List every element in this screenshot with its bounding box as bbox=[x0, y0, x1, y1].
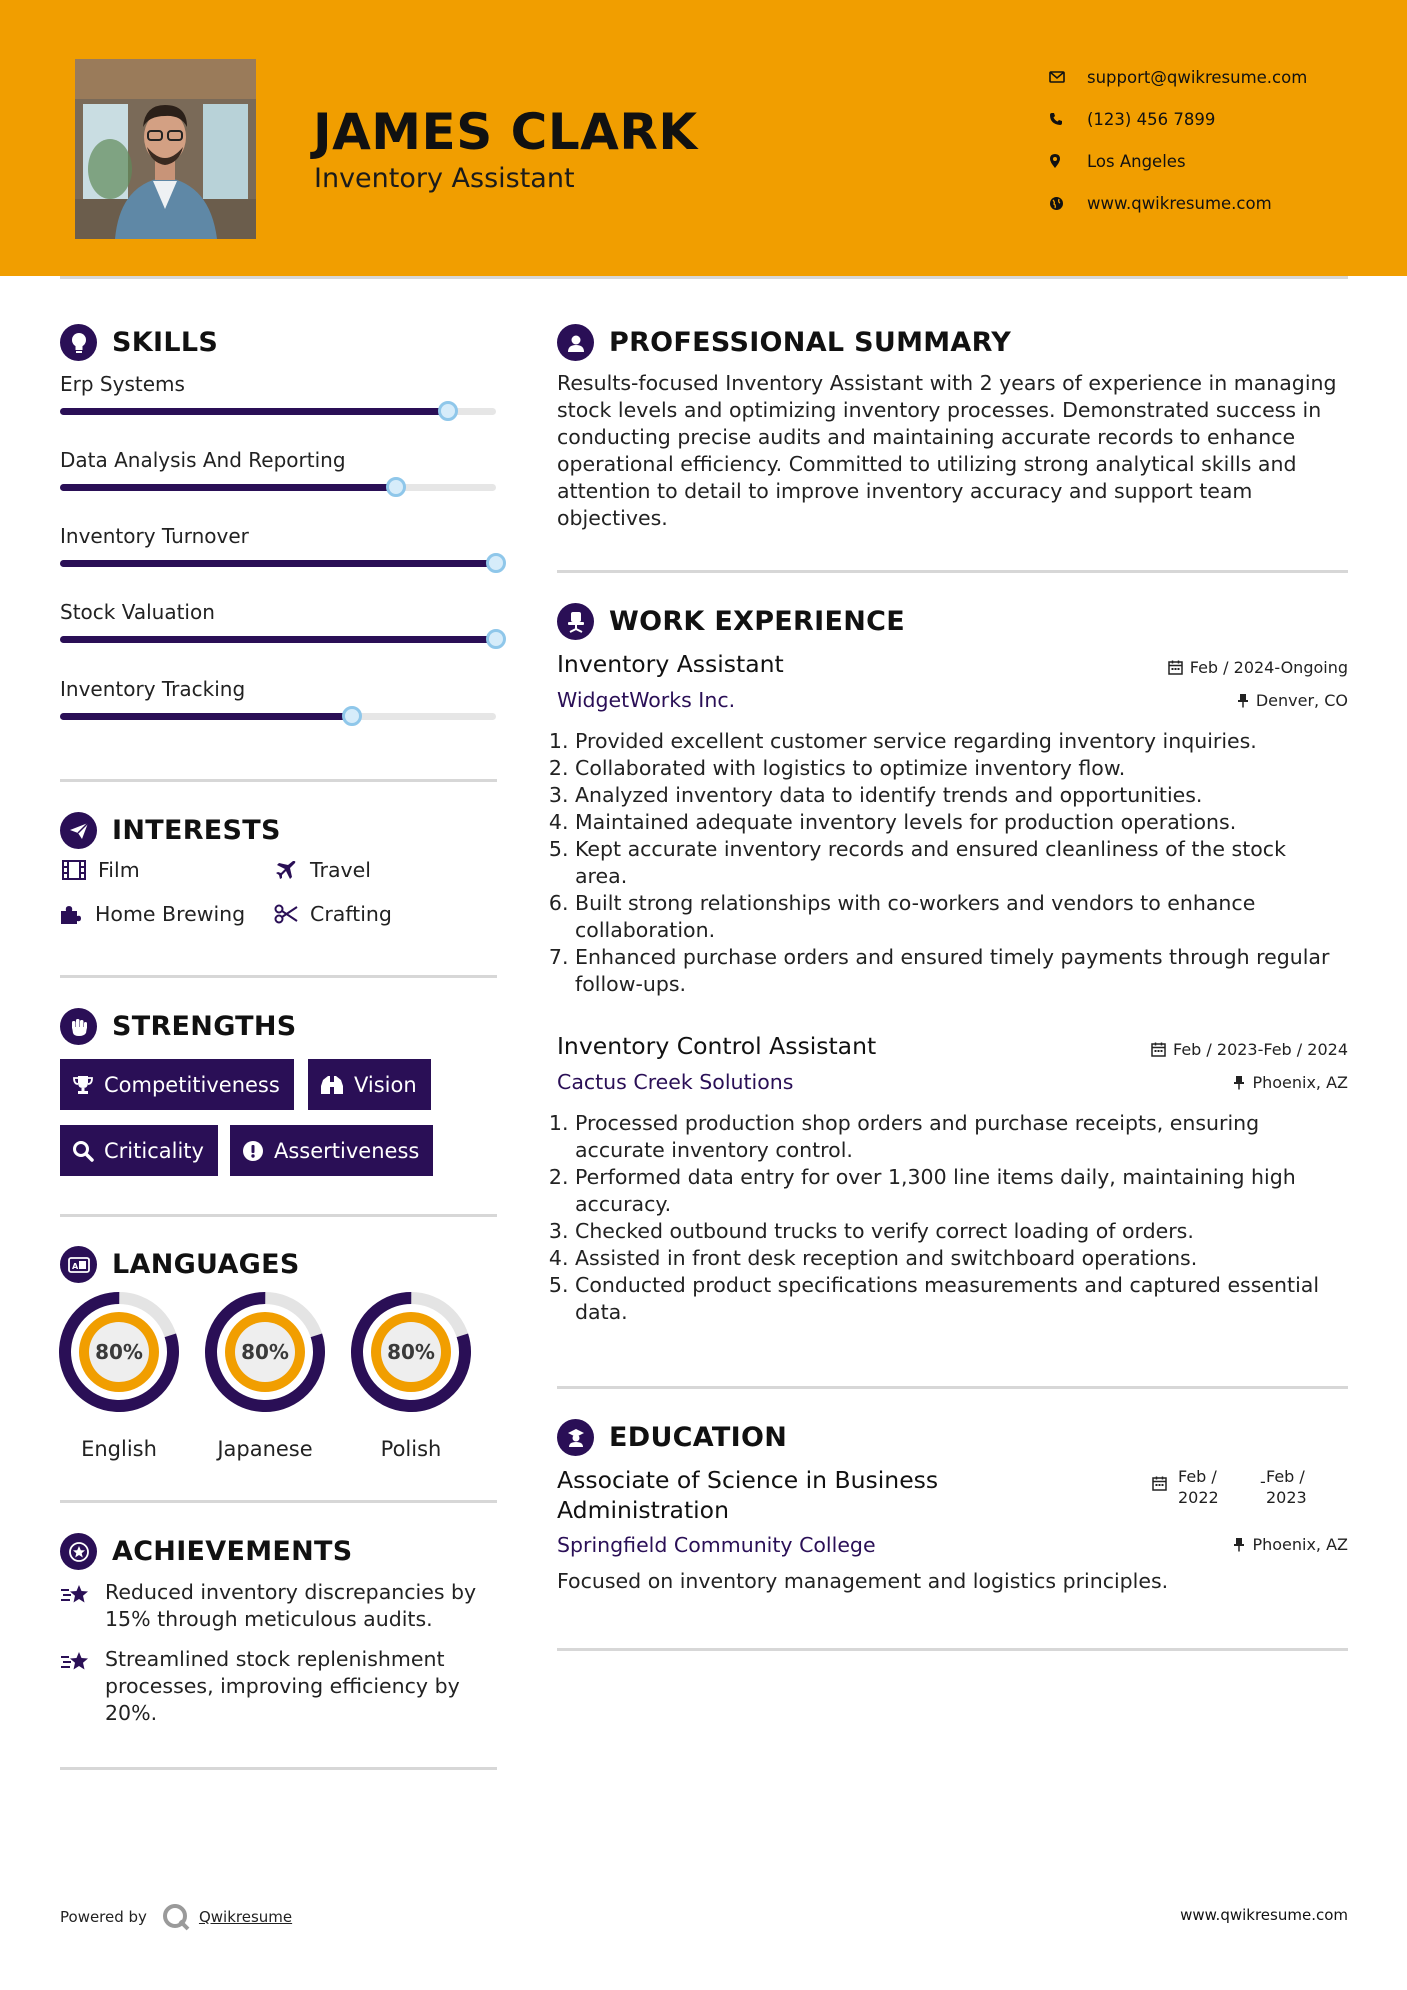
language-label: Polish bbox=[380, 1437, 442, 1461]
strength-label: Vision bbox=[354, 1072, 417, 1097]
language-donut bbox=[59, 1292, 179, 1412]
interest-item bbox=[57, 902, 245, 926]
duty-item: 1. Provided excellent customer service regarding inventory inquiries. bbox=[575, 728, 1337, 755]
skills-title: SKILLS bbox=[112, 327, 219, 358]
section-divider bbox=[60, 1214, 497, 1217]
achievement-item bbox=[60, 1646, 500, 1727]
qwikresume-link[interactable]: Qwikresume bbox=[198, 1908, 293, 1926]
skill-track bbox=[60, 713, 496, 720]
school-name: Springfield Community College bbox=[557, 1533, 876, 1557]
interest-item bbox=[272, 902, 392, 926]
education-description: Focused on inventory management and logistics principles. bbox=[557, 1569, 1169, 1593]
duty-item: 5. Kept accurate inventory records and ensured cleanliness of the stock area. bbox=[575, 836, 1337, 890]
interest-item bbox=[60, 858, 140, 882]
interests-title: INTERESTS bbox=[112, 815, 281, 846]
section-divider bbox=[557, 570, 1348, 573]
envelope-icon bbox=[1049, 71, 1087, 83]
scissors-icon bbox=[272, 904, 300, 924]
job-title: Inventory Control Assistant bbox=[557, 1032, 877, 1060]
skill-label: Data Analysis And Reporting bbox=[60, 448, 346, 472]
language-item bbox=[59, 1292, 179, 1461]
skill-label: Inventory Tracking bbox=[60, 677, 246, 701]
education-dates bbox=[1152, 1466, 1352, 1506]
job-location-text: Denver, CO bbox=[1255, 691, 1348, 710]
strength-badge bbox=[308, 1059, 431, 1110]
company-name: Cactus Creek Solutions bbox=[557, 1070, 794, 1094]
exclamation-icon bbox=[242, 1140, 264, 1162]
language-percent: 80% bbox=[241, 1340, 289, 1364]
job-duties bbox=[557, 728, 1337, 998]
summary-heading bbox=[557, 324, 1011, 361]
languages-heading bbox=[60, 1246, 300, 1283]
duty-item: 7. Enhanced purchase orders and ensured timely payments through regular follow-ups. bbox=[575, 944, 1337, 998]
contact-email bbox=[1049, 56, 1389, 98]
skill-item bbox=[60, 524, 496, 548]
user-icon bbox=[557, 324, 594, 361]
skill-fill bbox=[60, 484, 396, 491]
language-percent: 80% bbox=[95, 1340, 143, 1364]
globe-icon bbox=[1049, 196, 1087, 211]
contact-list bbox=[1049, 56, 1389, 224]
svg-text:A: A bbox=[71, 1261, 78, 1271]
job-dates bbox=[1168, 658, 1348, 677]
achievements-title: ACHIEVEMENTS bbox=[112, 1536, 353, 1567]
language-label: Japanese bbox=[217, 1437, 313, 1461]
star-badge-icon bbox=[60, 1533, 97, 1570]
languages-title: LANGUAGES bbox=[112, 1249, 300, 1280]
skill-item bbox=[60, 372, 496, 396]
skill-item bbox=[60, 677, 496, 701]
powered-by-label: Powered by bbox=[60, 1908, 147, 1926]
magnifier-icon bbox=[72, 1140, 94, 1162]
duty-item: 3. Analyzed inventory data to identify trends and opportunities. bbox=[575, 782, 1337, 809]
location-pin-icon bbox=[1049, 153, 1087, 169]
lightbulb-icon bbox=[60, 324, 97, 361]
strengths-title: STRENGTHS bbox=[112, 1011, 297, 1042]
experience-heading bbox=[557, 603, 905, 640]
duty-item: 1. Processed production shop orders and purchase receipts, ensuring accurate inventory control. bbox=[575, 1110, 1347, 1164]
education-end-month: Feb / bbox=[1266, 1467, 1305, 1486]
education-end-year: 2023 bbox=[1266, 1488, 1307, 1507]
strength-badge bbox=[60, 1059, 294, 1110]
achievement-text: Streamlined stock replenishment processes, improving efficiency by 20%. bbox=[105, 1647, 460, 1725]
strengths-heading bbox=[60, 1008, 297, 1045]
section-divider bbox=[60, 1767, 497, 1770]
achievements-heading bbox=[60, 1533, 353, 1570]
education-start bbox=[1178, 1466, 1219, 1508]
pushpin-icon bbox=[1233, 1537, 1245, 1552]
candidate-title: Inventory Assistant bbox=[314, 163, 575, 194]
header-divider bbox=[60, 276, 1348, 279]
experience-title: WORK EXPERIENCE bbox=[609, 606, 905, 637]
skill-track bbox=[60, 636, 496, 643]
trophy-icon bbox=[72, 1075, 94, 1095]
education-location-text: Phoenix, AZ bbox=[1252, 1535, 1348, 1554]
summary-title: PROFESSIONAL SUMMARY bbox=[609, 327, 1012, 358]
film-icon bbox=[60, 860, 88, 880]
degree-line: Administration bbox=[557, 1496, 729, 1524]
interests-heading bbox=[60, 812, 281, 849]
duty-item: 2. Performed data entry for over 1,300 line items daily, maintaining high accuracy. bbox=[575, 1164, 1347, 1218]
education-heading bbox=[557, 1419, 787, 1456]
skill-fill bbox=[60, 636, 496, 643]
degree-line: Associate of Science in Business bbox=[557, 1466, 939, 1494]
job-title: Inventory Assistant bbox=[557, 650, 784, 678]
duty-item: 6. Built strong relationships with co-workers and vendors to enhance collaboration. bbox=[575, 890, 1337, 944]
paper-plane-icon bbox=[60, 812, 97, 849]
skill-track bbox=[60, 560, 496, 567]
degree-title bbox=[557, 1465, 938, 1525]
duty-item: 3. Checked outbound trucks to verify correct loading of orders. bbox=[575, 1218, 1347, 1245]
contact-website-text[interactable]: www.qwikresume.com bbox=[1087, 193, 1272, 213]
footer-url[interactable]: www.qwikresume.com bbox=[1180, 1906, 1348, 1924]
strength-badge bbox=[60, 1125, 218, 1176]
education-end bbox=[1266, 1466, 1307, 1508]
skill-knob bbox=[386, 477, 406, 497]
language-label: English bbox=[81, 1437, 157, 1461]
skill-label: Inventory Turnover bbox=[60, 524, 249, 548]
section-divider bbox=[60, 779, 497, 782]
interest-label: Travel bbox=[310, 858, 371, 882]
candidate-name: JAMES CLARK bbox=[313, 103, 698, 161]
job-location bbox=[1237, 691, 1348, 710]
job-dates-text: Feb / 2023-Feb / 2024 bbox=[1173, 1040, 1348, 1059]
qwikresume-logo-icon bbox=[161, 1902, 191, 1932]
strength-label: Competitiveness bbox=[104, 1072, 280, 1097]
skills-heading bbox=[60, 324, 218, 361]
calendar-icon bbox=[1151, 1042, 1166, 1057]
plane-icon bbox=[272, 859, 300, 881]
duty-item: 5. Conducted product specifications measurements and captured essential data. bbox=[575, 1272, 1347, 1326]
language-item bbox=[351, 1292, 471, 1461]
interest-label: Crafting bbox=[310, 902, 392, 926]
job-location-text: Phoenix, AZ bbox=[1252, 1073, 1348, 1092]
binoculars-icon bbox=[320, 1074, 344, 1096]
calendar-icon bbox=[1152, 1476, 1167, 1495]
strength-badge bbox=[230, 1125, 433, 1176]
job-location bbox=[1233, 1073, 1348, 1092]
skill-item bbox=[60, 600, 496, 624]
puzzle-icon bbox=[57, 903, 85, 925]
skill-knob bbox=[438, 401, 458, 421]
profile-photo bbox=[75, 59, 256, 239]
achievement-item bbox=[60, 1579, 500, 1633]
duty-item: 2. Collaborated with logistics to optimize inventory flow. bbox=[575, 755, 1337, 782]
skill-knob bbox=[486, 553, 506, 573]
skill-item bbox=[60, 448, 496, 472]
job-duties bbox=[557, 1110, 1347, 1326]
duty-item: 4. Assisted in front desk reception and switchboard operations. bbox=[575, 1245, 1347, 1272]
skill-fill bbox=[60, 560, 496, 567]
graduate-icon bbox=[557, 1419, 594, 1456]
contact-website bbox=[1049, 182, 1389, 224]
skill-label: Stock Valuation bbox=[60, 600, 215, 624]
pushpin-icon bbox=[1237, 693, 1249, 708]
skill-track bbox=[60, 484, 496, 491]
footer-powered-by bbox=[60, 1902, 292, 1932]
education-location bbox=[1233, 1535, 1348, 1554]
office-chair-icon bbox=[557, 603, 594, 640]
contact-location bbox=[1049, 140, 1389, 182]
education-start-month: Feb / bbox=[1178, 1467, 1217, 1486]
contact-phone bbox=[1049, 98, 1389, 140]
language-donut bbox=[205, 1292, 325, 1412]
job-dates bbox=[1151, 1040, 1348, 1059]
strength-label: Assertiveness bbox=[274, 1138, 420, 1163]
fist-icon bbox=[60, 1008, 97, 1045]
job-dates-text: Feb / 2024-Ongoing bbox=[1189, 658, 1348, 677]
language-percent: 80% bbox=[387, 1340, 435, 1364]
language-icon bbox=[60, 1246, 97, 1283]
contact-email-text[interactable]: support@qwikresume.com bbox=[1087, 67, 1308, 87]
company-name: WidgetWorks Inc. bbox=[557, 688, 736, 712]
interest-label: Home Brewing bbox=[95, 902, 246, 926]
skill-fill bbox=[60, 408, 448, 415]
section-divider bbox=[60, 975, 497, 978]
education-dash: - bbox=[1260, 1472, 1266, 1491]
duty-item: 4. Maintained adequate inventory levels for production operations. bbox=[575, 809, 1337, 836]
section-divider bbox=[60, 1500, 497, 1503]
skill-label: Erp Systems bbox=[60, 372, 185, 396]
section-divider bbox=[557, 1386, 1348, 1389]
contact-location-text: Los Angeles bbox=[1087, 151, 1186, 171]
contact-phone-text[interactable]: (123) 456 7899 bbox=[1087, 109, 1216, 129]
interest-label: Film bbox=[98, 858, 140, 882]
pushpin-icon bbox=[1233, 1075, 1245, 1090]
skill-knob bbox=[342, 706, 362, 726]
language-item bbox=[205, 1292, 325, 1461]
phone-icon bbox=[1049, 112, 1087, 126]
shooting-star-icon bbox=[60, 1646, 105, 1727]
achievement-text: Reduced inventory discrepancies by 15% through meticulous audits. bbox=[105, 1580, 477, 1631]
calendar-icon bbox=[1168, 660, 1183, 675]
strength-label: Criticality bbox=[104, 1138, 204, 1163]
shooting-star-icon bbox=[60, 1579, 105, 1633]
resume-header bbox=[0, 0, 1407, 276]
education-title: EDUCATION bbox=[609, 1422, 788, 1453]
skill-track bbox=[60, 408, 496, 415]
education-start-year: 2022 bbox=[1178, 1488, 1219, 1507]
skill-fill bbox=[60, 713, 352, 720]
section-divider bbox=[557, 1648, 1348, 1651]
language-donut bbox=[351, 1292, 471, 1412]
interest-item bbox=[272, 858, 371, 882]
skill-knob bbox=[486, 629, 506, 649]
summary-text: Results-focused Inventory Assistant with 2 years of experience in managing stock levels and optimizing inventory processes. Demonstrated success in conducting precise audits and maintaining accurate records to enhance operational efficiency. Committed to utilizing strong analytical skills and attention to detail to improve inventory accuracy and support team objectives. bbox=[557, 371, 1337, 530]
